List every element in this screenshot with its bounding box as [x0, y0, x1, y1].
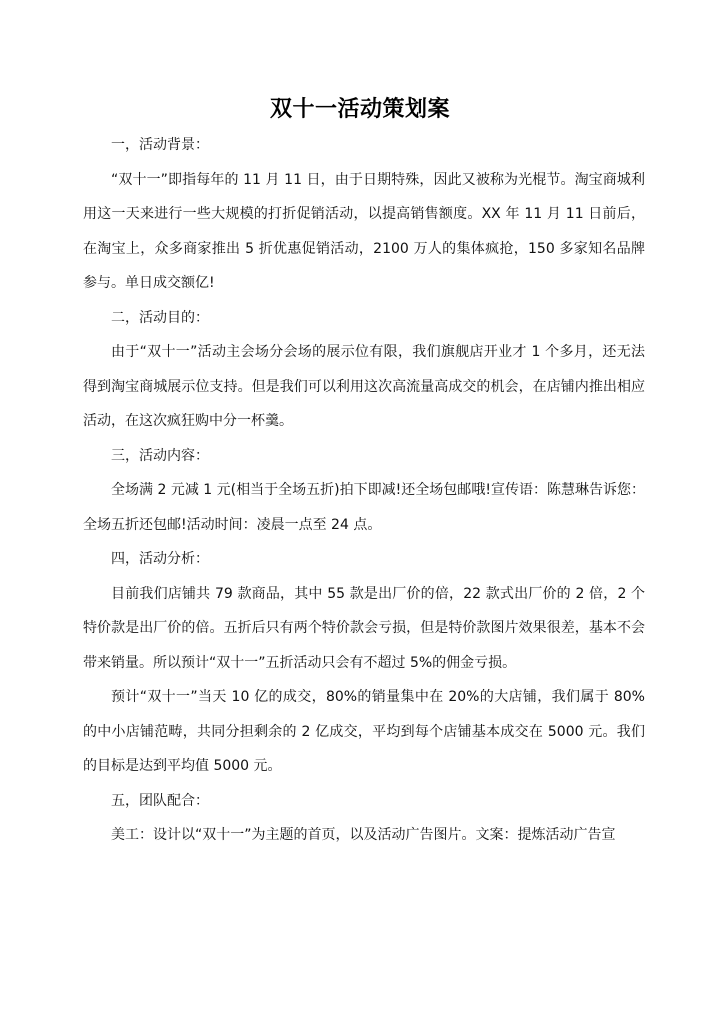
section-heading-analysis: 四，活动分析：	[111, 551, 209, 567]
section-heading-purpose: 二，活动目的：	[111, 309, 209, 326]
paragraph-content: 全场满 2 元减 1 元(相当于全场五折)拍下即减!还全场包邮哦!宣传语：陈慧琳告诉您：全场五折还包邮!活动时间：凌晨一点至 24 点。	[83, 482, 645, 533]
paragraph-analysis-1: 目前我们店铺共 79 款商品，其中 55 款是出厂价的倍，22 款式出厂价的 2 倍，2 个特价款是出厂价的倍。五折后只有两个特价款会亏损，但是特价款图片效果很差，基本不会带来销量。所以预计“双十一”五折活动只会有不超过 5%的佣金亏损。	[83, 585, 645, 671]
paragraph-analysis-2: 预计“双十一”当天 10 亿的成交，80%的销量集中在 20%的大店铺，我们属于 80%的中小店铺范畴，共同分担剩余的 2 亿成交，平均到每个店铺基本成交在 5000 元。我们的目标是达到平均值 5000 元。	[83, 689, 645, 774]
paragraph-background: “双十一”即指每年的 11 月 11 日，由于日期特殊，因此又被称为光棍节。淘宝商城利用这一天来进行一些大规模的打折促销活动，以提高销售额度。XX 年 11 月 11 日前后，在淘宝上，众多商家推出 5 折优惠促销活动，2100 万人的集体疯抢，150 多家知名品牌参与。单日成交额亿!	[83, 171, 645, 291]
document-body	[83, 128, 645, 853]
section-heading-team: 五，团队配合：	[111, 792, 209, 809]
paragraph-team: 美工：设计以“双十一”为主题的首页，以及活动广告图片。文案：提炼活动广告宣	[111, 827, 616, 843]
section-heading-background: 一，活动背景：	[111, 137, 209, 153]
section-heading-content: 三，活动内容：	[111, 447, 209, 464]
document-title: 双十一活动策划案	[269, 97, 450, 122]
paragraph-purpose: 由于“双十一”活动主会场分会场的展示位有限，我们旗舰店开业才 1 个多月，还无法得到淘宝商城展示位支持。但是我们可以利用这次高流量高成交的机会，在店铺内推出相应活动，在这次疯狂购中分一杯羹。	[83, 344, 645, 429]
